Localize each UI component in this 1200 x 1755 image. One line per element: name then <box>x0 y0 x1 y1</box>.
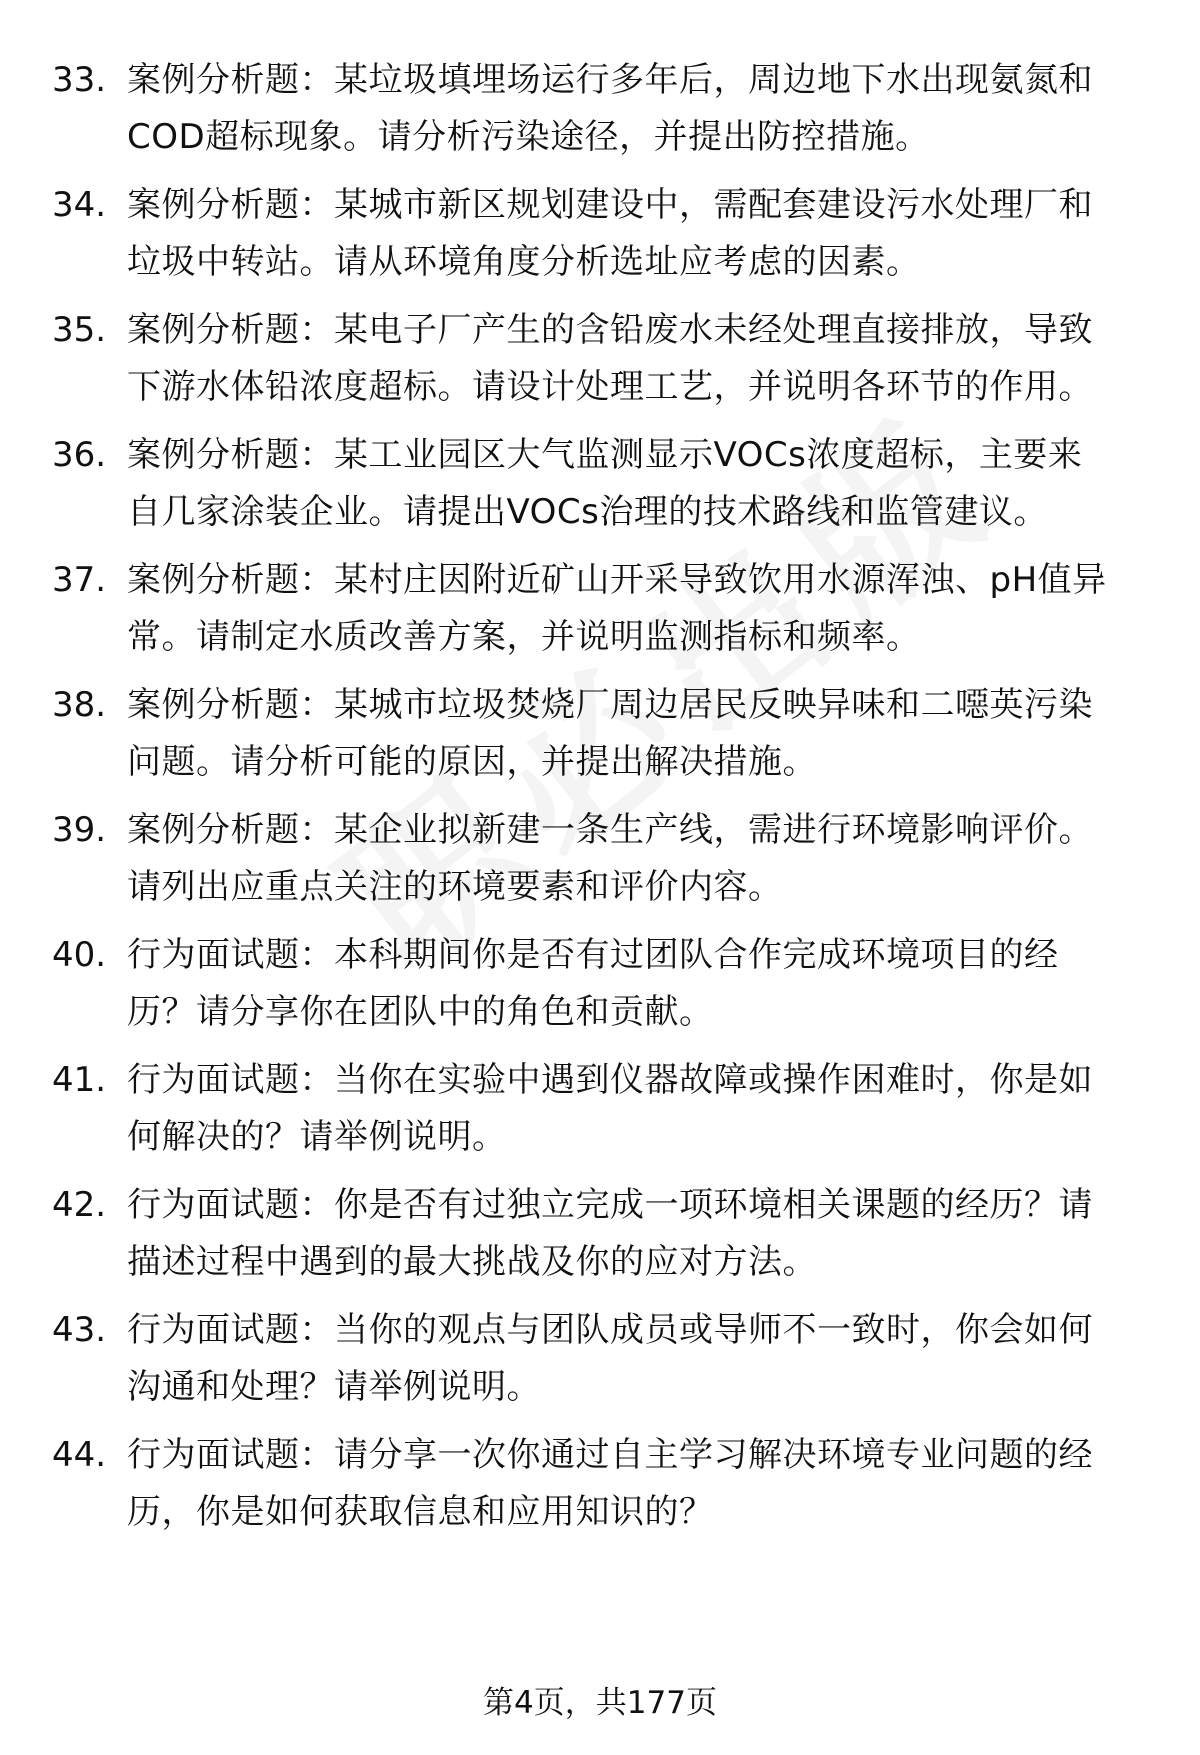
question-item <box>0 1177 1200 1302</box>
question-item <box>0 52 1200 177</box>
question-number: 34. <box>52 185 107 225</box>
question-text <box>127 927 1157 1041</box>
question-line: 案例分析题：某城市新区规划建设中，需配套建设污水处理厂和 <box>127 185 1093 225</box>
question-number: 44. <box>52 1435 107 1475</box>
question-line: 常。请制定水质改善方案，并说明监测指标和频率。 <box>127 617 921 657</box>
question-text <box>127 1302 1157 1416</box>
question-line: 案例分析题：某工业园区大气监测显示VOCs浓度超标，主要来 <box>127 435 1083 475</box>
question-line: 垃圾中转站。请从环境角度分析选址应考虑的因素。 <box>127 242 921 282</box>
question-line: 案例分析题：某垃圾填埋场运行多年后，周边地下水出现氨氮和 <box>127 60 1093 100</box>
question-line: 问题。请分析可能的原因，并提出解决措施。 <box>127 742 817 782</box>
question-line: 行为面试题：请分享一次你通过自主学习解决环境专业问题的经 <box>127 1435 1093 1475</box>
question-number: 42. <box>52 1185 107 1225</box>
question-number: 38. <box>52 685 107 725</box>
question-line: 沟通和处理？请举例说明。 <box>127 1367 541 1407</box>
question-text <box>127 302 1157 416</box>
question-line: 何解决的？请举例说明。 <box>127 1117 507 1157</box>
question-line: 请列出应重点关注的环境要素和评价内容。 <box>127 867 783 907</box>
question-item <box>0 552 1200 677</box>
question-line: 历，你是如何获取信息和应用知识的？ <box>127 1492 714 1532</box>
question-line: 历？请分享你在团队中的角色和贡献。 <box>127 992 714 1032</box>
question-text <box>127 427 1157 541</box>
question-item <box>0 1052 1200 1177</box>
question-line: 描述过程中遇到的最大挑战及你的应对方法。 <box>127 1242 817 1282</box>
question-item <box>0 1302 1200 1427</box>
question-text <box>127 552 1157 666</box>
question-line: 行为面试题：当你在实验中遇到仪器故障或操作困难时，你是如 <box>127 1060 1093 1100</box>
question-line: 行为面试题：你是否有过独立完成一项环境相关课题的经历？请 <box>127 1185 1093 1225</box>
question-item <box>0 302 1200 427</box>
question-line: 下游水体铅浓度超标。请设计处理工艺，并说明各环节的作用。 <box>127 367 1093 407</box>
question-line: 自几家涂装企业。请提出VOCs治理的技术路线和监管建议。 <box>127 492 1048 532</box>
question-item <box>0 927 1200 1052</box>
question-item <box>0 677 1200 802</box>
question-list <box>0 52 1200 1552</box>
question-number: 40. <box>52 935 107 975</box>
question-number: 35. <box>52 310 107 350</box>
question-item <box>0 177 1200 302</box>
question-number: 33. <box>52 60 107 100</box>
question-text <box>127 177 1157 291</box>
question-number: 37. <box>52 560 107 600</box>
question-line: 案例分析题：某企业拟新建一条生产线，需进行环境影响评价。 <box>127 810 1093 850</box>
question-number: 43. <box>52 1310 107 1350</box>
question-text <box>127 1177 1157 1291</box>
question-number: 39. <box>52 810 107 850</box>
question-number: 41. <box>52 1060 107 1100</box>
question-item <box>0 427 1200 552</box>
question-number: 36. <box>52 435 107 475</box>
question-line: 行为面试题：本科期间你是否有过团队合作完成环境项目的经 <box>127 935 1059 975</box>
question-text <box>127 1052 1157 1166</box>
question-line: COD超标现象。请分析污染途径，并提出防控措施。 <box>127 117 930 157</box>
question-line: 案例分析题：某村庄因附近矿山开采导致饮用水源浑浊、pH值异 <box>127 560 1107 600</box>
question-text <box>127 52 1157 166</box>
question-text <box>127 802 1157 916</box>
question-text <box>127 677 1157 791</box>
question-item <box>0 1427 1200 1552</box>
question-item <box>0 802 1200 927</box>
question-text <box>127 1427 1157 1541</box>
question-line: 案例分析题：某电子厂产生的含铅废水未经处理直接排放，导致 <box>127 310 1093 350</box>
page-footer: 第4页，共177页 <box>483 1685 717 1721</box>
question-line: 案例分析题：某城市垃圾焚烧厂周边居民反映异味和二噁英污染 <box>127 685 1093 725</box>
question-line: 行为面试题：当你的观点与团队成员或导师不一致时，你会如何 <box>127 1310 1093 1350</box>
